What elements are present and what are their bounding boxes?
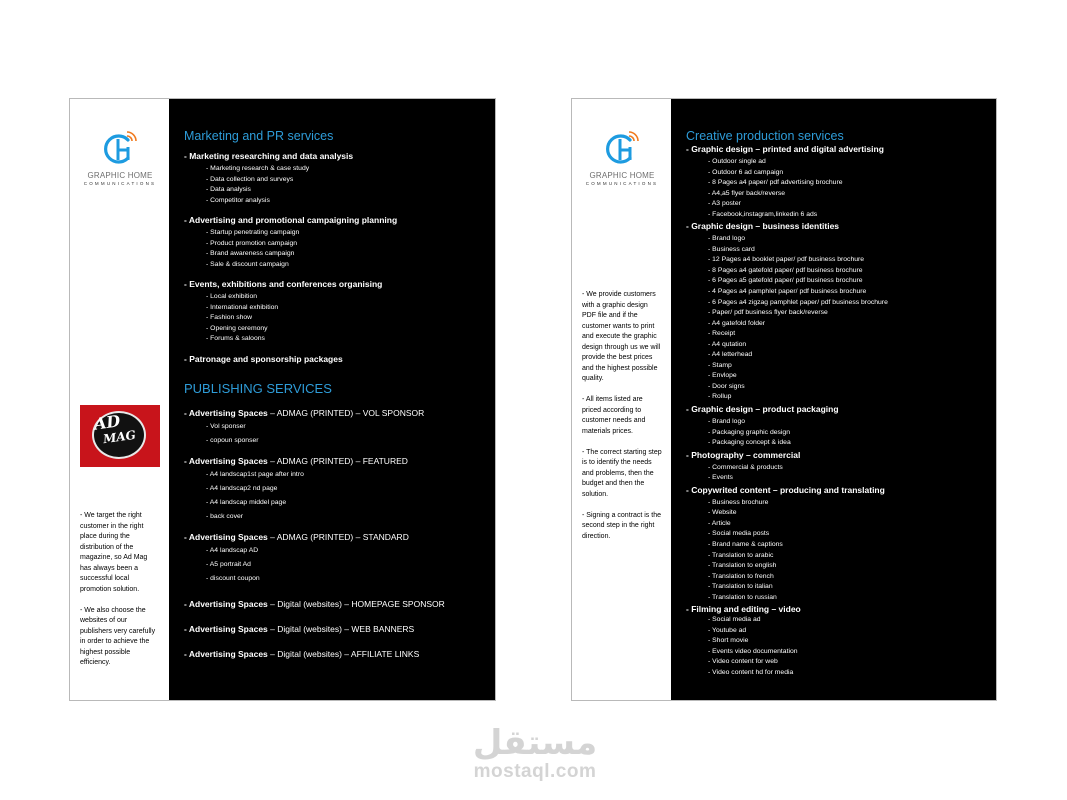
list-item: - Events video documentation bbox=[708, 647, 798, 655]
page2-sidebar-text bbox=[582, 290, 662, 553]
list-item: - Data collection and surveys bbox=[206, 175, 294, 183]
graphic-home-logo bbox=[78, 129, 162, 186]
logo-name: GRAPHIC HOME bbox=[87, 171, 153, 180]
list-item: - A5 portrait Ad bbox=[206, 560, 251, 568]
list-item: - Events bbox=[708, 474, 733, 482]
category-heading: - Graphic design – product packaging bbox=[686, 404, 839, 415]
item-list bbox=[686, 615, 988, 678]
list-item: - A4,a5 flyer back/reverse bbox=[708, 189, 786, 197]
list-item: - Youtube ad bbox=[708, 626, 747, 634]
item-list bbox=[184, 164, 487, 206]
list-item: - 8 Pages a4 paper/ pdf advertising brochure bbox=[708, 179, 843, 187]
category-detail: – Digital (websites) – AFFILIATE LINKS bbox=[267, 648, 420, 659]
list-item: - 4 Pages a4 pamphlet paper/ pdf business brochure bbox=[708, 288, 867, 296]
list-item: - Packaging graphic design bbox=[708, 428, 790, 436]
list-item: - Forums & saloons bbox=[206, 335, 265, 342]
section-title-publishing: PUBLISHING SERVICES bbox=[184, 380, 332, 396]
item-list bbox=[184, 228, 487, 270]
category-bold: - Advertising Spaces bbox=[184, 407, 268, 418]
list-item: - Local exhibition bbox=[206, 293, 258, 300]
item-list bbox=[686, 157, 988, 220]
category-bold: - Advertising Spaces bbox=[184, 648, 268, 659]
logo-subtitle: COMMUNICATIONS bbox=[585, 181, 659, 186]
list-item: - Translation to english bbox=[708, 562, 777, 570]
list-item: - Translation to arabic bbox=[708, 551, 774, 559]
item-list bbox=[184, 292, 487, 345]
admag-logo-text-ad: AD bbox=[92, 411, 122, 434]
list-item: - A4 letterhead bbox=[708, 351, 753, 359]
category-heading: - Graphic design – printed and digital advertising bbox=[686, 144, 884, 154]
category-bold: - Advertising Spaces bbox=[184, 598, 268, 609]
list-item: - Translation to italian bbox=[708, 583, 773, 591]
graphic-home-logo bbox=[580, 129, 664, 186]
list-item: - A3 poster bbox=[708, 200, 741, 208]
page1-sidebar bbox=[70, 99, 169, 700]
category-detail: – Digital (websites) – HOMEPAGE SPONSOR bbox=[267, 598, 445, 609]
list-item: - International exhibition bbox=[206, 303, 279, 311]
item-list bbox=[686, 234, 988, 403]
category-detail: – ADMAG (PRINTED) – STANDARD bbox=[267, 531, 409, 542]
category-heading bbox=[184, 599, 487, 610]
list-item: - 12 Pages a4 booklet paper/ pdf business brochure bbox=[708, 256, 865, 264]
list-item: - A4 landscap middel page bbox=[206, 498, 287, 506]
list-item: - A4 landscap2 nd page bbox=[206, 484, 278, 492]
item-list bbox=[686, 498, 988, 603]
sidebar-paragraph: - All items listed are priced according to customer needs and materials prices. bbox=[582, 396, 646, 435]
list-item: - Envlope bbox=[708, 372, 737, 380]
gh-logo-mark-icon bbox=[602, 129, 642, 169]
list-item: - 8 Pages a4 gatefold paper/ pdf business brochure bbox=[708, 266, 863, 274]
list-item: - Business card bbox=[708, 245, 755, 253]
item-list bbox=[184, 468, 487, 524]
page1-main bbox=[169, 99, 495, 700]
category-heading bbox=[184, 532, 487, 543]
list-item: - Fashion show bbox=[206, 314, 253, 321]
category-heading: - Advertising and promotional campaigning planning bbox=[184, 215, 398, 225]
list-item: - 6 Pages a5 gatefold paper/ pdf business brochure bbox=[708, 277, 863, 285]
list-item: - back cover bbox=[206, 512, 244, 520]
category-heading: - Copywrited content – producing and translating bbox=[686, 484, 885, 495]
list-item: - Social media ad bbox=[708, 616, 761, 624]
list-item: - Social media posts bbox=[708, 530, 770, 538]
category-detail: – ADMAG (PRINTED) – FEATURED bbox=[267, 455, 408, 466]
item-list bbox=[686, 463, 988, 484]
sidebar-paragraph: - The correct starting step is to identify the needs and problems, then the budget and then the solution. bbox=[582, 448, 662, 498]
category-heading bbox=[184, 456, 487, 467]
gh-logo-mark-icon bbox=[100, 129, 140, 169]
category-detail: – ADMAG (PRINTED) – VOL SPONSOR bbox=[267, 407, 425, 418]
item-list bbox=[184, 420, 487, 448]
category-detail: – Digital (websites) – WEB BANNERS bbox=[267, 623, 415, 634]
list-item: - Opening ceremony bbox=[206, 324, 268, 332]
list-item: - Brand logo bbox=[708, 235, 746, 243]
sidebar-paragraph: - We provide customers with a graphic design PDF file and if the customer wants to print and execute the graphic design through us we will provide the best prices and the highest possible quality. bbox=[582, 291, 661, 382]
list-item: - A4 landscap AD bbox=[206, 546, 259, 554]
list-item: - Startup penetrating campaign bbox=[206, 229, 300, 236]
list-item: - Packaging concept & idea bbox=[708, 439, 791, 447]
brochure-page-publishing bbox=[69, 98, 496, 701]
admag-logo-text-mag: MAG bbox=[102, 427, 137, 447]
list-item: - Product promotion campaign bbox=[206, 239, 298, 247]
sidebar-paragraph: - Signing a contract is the second step in the right direction. bbox=[582, 511, 661, 540]
category-heading bbox=[184, 624, 487, 635]
category-heading: - Filming and editing – video bbox=[686, 604, 801, 615]
list-item: - Outdoor 6 ad campaign bbox=[708, 168, 784, 176]
list-item: - A4 gatefold folder bbox=[708, 319, 766, 327]
category-heading: - Graphic design – business identities bbox=[686, 221, 840, 232]
list-item: - Facebook,instagram,linkedin 6 ads bbox=[708, 210, 818, 218]
page2-main bbox=[671, 99, 996, 700]
section-title-creative: Creative production services bbox=[686, 129, 844, 143]
category-heading: - Patronage and sponsorship packages bbox=[184, 353, 343, 364]
list-item: - Sale & discount campaign bbox=[206, 260, 289, 268]
list-item: - Website bbox=[708, 509, 737, 517]
category-bold: - Advertising Spaces bbox=[184, 623, 268, 634]
sidebar-paragraph: - We target the right customer in the right place during the distribution of the magazine, so Ad Mag has always been a successful local promotion solution. bbox=[80, 512, 148, 593]
list-item: - Brand awareness campaign bbox=[206, 250, 295, 257]
list-item: - Vol sponser bbox=[206, 422, 246, 430]
list-item: - Short movie bbox=[708, 637, 749, 645]
list-item: - A4 landscap1st page after intro bbox=[206, 470, 304, 478]
item-list bbox=[184, 544, 487, 586]
category-heading bbox=[184, 408, 487, 419]
category-heading: - Marketing researching and data analysis bbox=[184, 151, 354, 161]
list-item: - Translation to russian bbox=[708, 593, 777, 601]
list-item: - Competitor analysis bbox=[206, 196, 270, 204]
page1-sidebar-text bbox=[80, 511, 160, 679]
logo-subtitle: COMMUNICATIONS bbox=[83, 181, 157, 186]
list-item: - Video content hd for media bbox=[708, 668, 794, 676]
sidebar-paragraph: - We also choose the websites of our publishers very carefully in order to achieve the highest possible efficiency. bbox=[80, 606, 156, 666]
list-item: - Stamp bbox=[708, 361, 732, 369]
list-item: - copoun sponser bbox=[206, 436, 259, 444]
category-bold: - Advertising Spaces bbox=[184, 455, 268, 466]
page2-sidebar bbox=[572, 99, 671, 700]
section-title-marketing: Marketing and PR services bbox=[184, 129, 334, 143]
logo-name: GRAPHIC HOME bbox=[589, 171, 655, 180]
admag-logo bbox=[80, 405, 160, 467]
list-item: - Rollup bbox=[708, 393, 732, 401]
list-item: - Brand name & captions bbox=[708, 540, 783, 548]
list-item: - Business brochure bbox=[708, 498, 769, 506]
list-item: - Article bbox=[708, 519, 731, 527]
category-bold: - Advertising Spaces bbox=[184, 531, 268, 542]
mostaql-watermark bbox=[460, 724, 610, 782]
list-item: - Translation to french bbox=[708, 572, 774, 580]
list-item: - discount coupon bbox=[206, 574, 260, 582]
list-item: - 6 Pages a4 zigzag pamphlet paper/ pdf business brochure bbox=[708, 298, 888, 306]
category-heading: - Events, exhibitions and conferences organising bbox=[184, 279, 383, 289]
list-item: - Door signs bbox=[708, 382, 745, 390]
list-item: - A4 qutation bbox=[708, 340, 747, 348]
list-item: - Outdoor single ad bbox=[708, 158, 766, 165]
watermark-latin: mostaql.com bbox=[473, 761, 597, 782]
category-heading bbox=[184, 649, 487, 660]
watermark-arabic: مستقل bbox=[472, 723, 598, 763]
list-item: - Paper/ pdf business flyer back/reverse bbox=[708, 309, 828, 317]
brochure-page-creative bbox=[571, 98, 997, 701]
category-heading: - Photography – commercial bbox=[686, 449, 801, 460]
list-item: - Receipt bbox=[708, 330, 736, 338]
list-item: - Brand logo bbox=[708, 418, 746, 426]
list-item: - Data analysis bbox=[206, 186, 251, 193]
item-list bbox=[686, 417, 988, 449]
list-item: - Video content for web bbox=[708, 658, 778, 666]
list-item: - Commercial & products bbox=[708, 463, 783, 471]
list-item: - Marketing research & case study bbox=[206, 165, 310, 172]
